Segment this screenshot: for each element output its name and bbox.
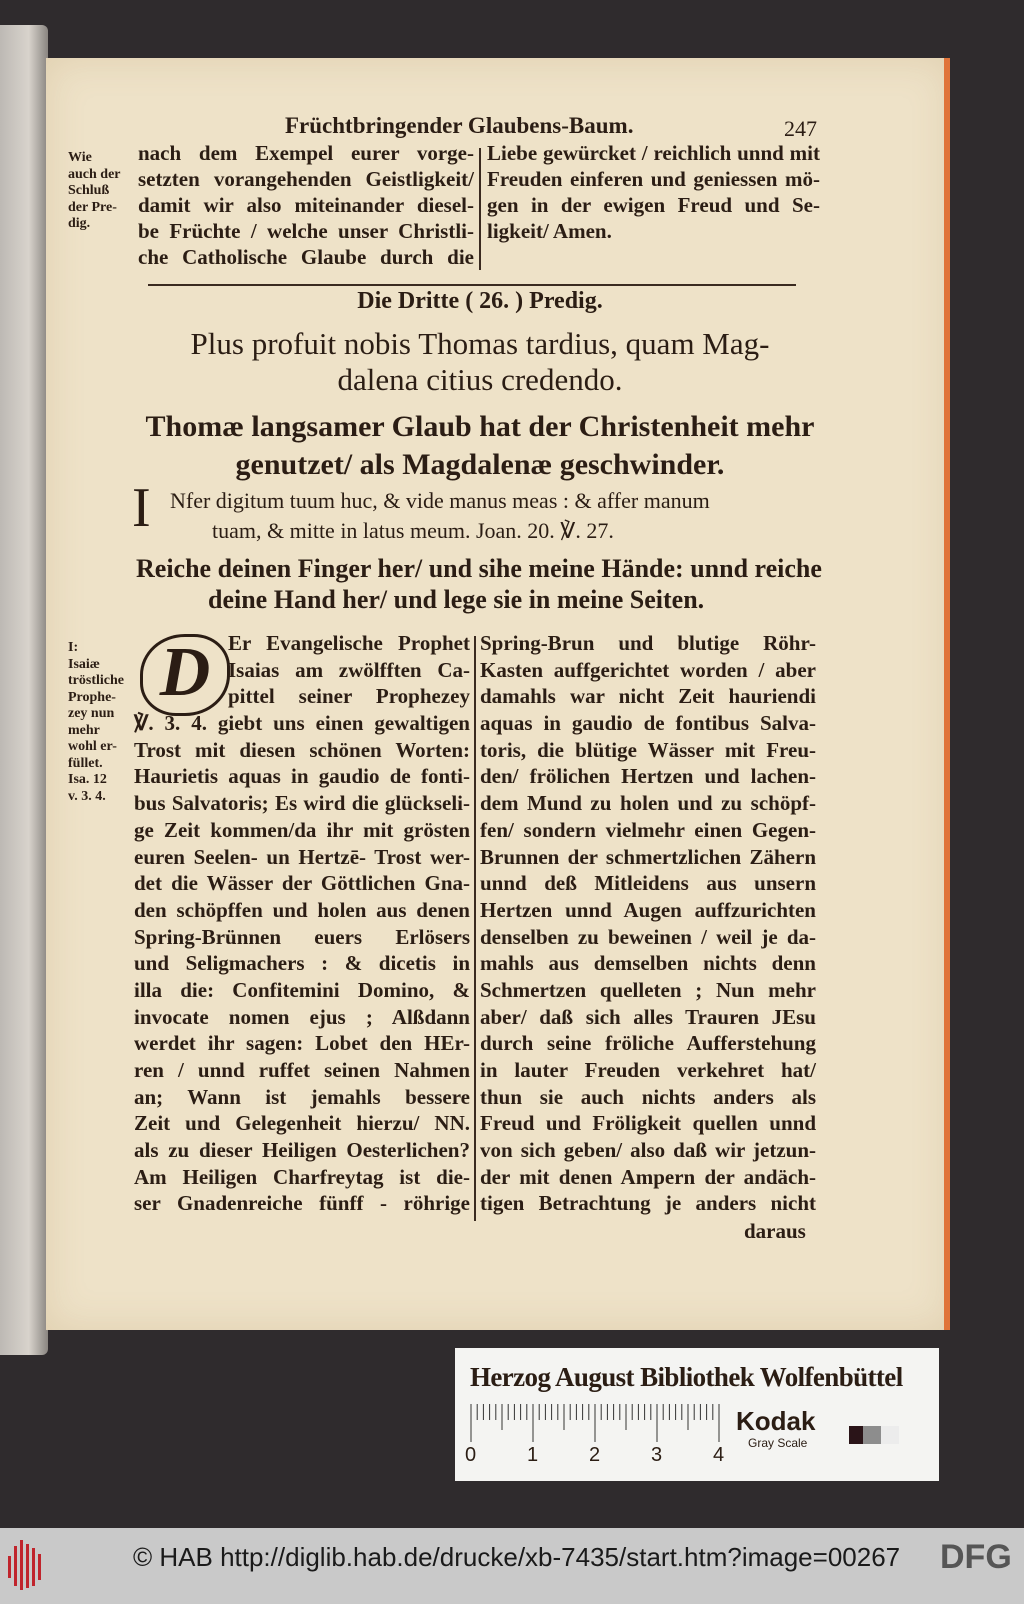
text-line: bus Salvatoris; Es wird die glückseli- bbox=[134, 791, 470, 816]
text-line: euren Seelen- un Hertzē- Trost wer- bbox=[134, 844, 470, 869]
running-title: Früchtbringender Glaubens-Baum. bbox=[285, 113, 634, 138]
text-line: dem Mund zu holen und zu schöpf- bbox=[480, 791, 816, 816]
body-right-column bbox=[480, 630, 816, 1217]
gray-patch-dark bbox=[849, 1426, 863, 1444]
text-line: pittel seiner Prophezey bbox=[228, 684, 470, 709]
margin-note-line: dig. bbox=[68, 216, 91, 231]
text-line: ligkeit/ Amen. bbox=[487, 219, 612, 243]
text-line: tigen Betrachtung je anders nicht bbox=[480, 1191, 816, 1216]
text-line: Isaias am zwölfften Ca- bbox=[228, 657, 470, 682]
text-line: Freud und Fröligkeit quellen unnd bbox=[480, 1111, 816, 1136]
margin-note-line: auch der bbox=[68, 166, 121, 182]
body-left-column bbox=[134, 630, 470, 1217]
text-line: damit wir also miteinander diesel- bbox=[138, 193, 474, 217]
text-line: gen in der ewigen Freud und Se- bbox=[487, 193, 820, 217]
text-line: setzten vorangehenden Geistligkeit/ bbox=[138, 167, 474, 191]
hab-logo-icon bbox=[6, 1538, 46, 1594]
text-line: Zeit und Gelegenheit hierzu/ NN. bbox=[134, 1111, 470, 1136]
margin-note-line: füllet. bbox=[68, 755, 103, 771]
sermon-heading: Die Dritte ( 26. ) Predig. bbox=[357, 288, 603, 314]
text-line: illa die: Confitemini Domino, & bbox=[134, 977, 470, 1002]
top-right-column bbox=[487, 140, 820, 244]
verse-initial: I bbox=[132, 477, 151, 539]
latin-title bbox=[120, 326, 840, 398]
column-divider bbox=[479, 148, 481, 270]
catchword: daraus bbox=[744, 1219, 806, 1243]
body-margin-note bbox=[68, 640, 124, 805]
text-line: aber/ daß sich alles Trauren JEsu bbox=[480, 1004, 816, 1029]
margin-note-line: zey nun bbox=[68, 706, 115, 721]
text-line: durch seine fröliche Aufferstehung bbox=[480, 1031, 816, 1056]
text-line: ren / unnd ruffet seinen Nahmen bbox=[134, 1058, 470, 1082]
text-line: Er Evangelische Prophet bbox=[228, 631, 470, 655]
text-line: che Catholische Glaube durch die bbox=[138, 245, 474, 269]
latin-title-line: Plus profuit nobis Thomas tardius, quam Mag- bbox=[190, 326, 770, 361]
ruler-number: 4 bbox=[713, 1444, 725, 1466]
gray-patch-light bbox=[881, 1426, 899, 1444]
text-line: Trost mit diesen schönen Worten: bbox=[134, 737, 470, 762]
text-line: ge Zeit kommen/da ihr mit grösten bbox=[134, 817, 470, 842]
text-line: den/ frölichen Hertzen und lachen- bbox=[480, 764, 816, 789]
text-line: nach dem Exempel eurer vorge- bbox=[138, 141, 474, 165]
german-verse bbox=[136, 553, 822, 615]
text-line: als zu dieser Heiligen Oesterlichen? bbox=[134, 1138, 470, 1163]
text-line: toris, die blütige Wässer mit Freu- bbox=[480, 737, 816, 762]
ruler-scale bbox=[467, 1404, 727, 1444]
text-line: unnd deß Mitleidens aus unsern bbox=[480, 871, 816, 896]
margin-note-line: v. 3. 4. bbox=[68, 788, 106, 804]
text-line: Am Heiligen Charfreytag ist die- bbox=[134, 1164, 470, 1189]
text-line: in lauter Freuden verkehret hat/ bbox=[480, 1058, 816, 1082]
german-title-line: genutzet/ als Magdalenæ geschwinder. bbox=[235, 448, 725, 481]
german-title-line: Thomæ langsamer Glaub hat der Christenheit mehr bbox=[145, 410, 815, 443]
text-line: Brunnen der schmertzlichen Zähern bbox=[480, 844, 816, 869]
margin-note-line: tröstliche bbox=[68, 673, 124, 688]
german-verse-line: deine Hand her/ und lege sie in meine Seiten. bbox=[208, 585, 705, 614]
library-name: Herzog August Bibliothek Wolfenbüttel bbox=[470, 1362, 903, 1392]
text-line: Kasten auffgerichtet worden / aber bbox=[480, 657, 816, 682]
text-line: Hertzen unnd Augen auffzurichten bbox=[480, 897, 816, 922]
text-line: Liebe gewürcket / reichlich unnd mit bbox=[487, 141, 820, 165]
text-line: Schmertzen quelleten ; Nun mehr bbox=[480, 977, 816, 1002]
text-line: Freuden einferen und geniessen mö- bbox=[487, 167, 820, 191]
text-line: Spring-Brun und blutige Röhr- bbox=[480, 631, 816, 655]
text-line: damahls war nicht Zeit hauriendi bbox=[480, 684, 816, 709]
text-line: ℣. 3. 4. giebt uns einen gewaltigen bbox=[134, 711, 470, 736]
text-line: und Seligmachers : & dicetis in bbox=[134, 951, 470, 976]
copyright-link[interactable]: © HAB http://diglib.hab.de/drucke/xb-7435/start.htm?image=00267 bbox=[133, 1542, 901, 1572]
german-title bbox=[120, 408, 840, 484]
column-divider bbox=[474, 636, 476, 1221]
text-line: den schöpffen und holen aus denen bbox=[134, 897, 470, 922]
previous-page-edge bbox=[0, 25, 48, 1355]
latin-verse-line: tuam, & mitte in latus meum. Joan. 20. ℣. 27. bbox=[212, 518, 614, 543]
margin-note-line: Prophe- bbox=[68, 689, 116, 705]
margin-note-line: Isaiæ bbox=[68, 656, 100, 672]
text-line: werdet ihr sagen: Lobet den HEr- bbox=[134, 1031, 470, 1056]
kodak-gray-scale: Gray Scale bbox=[748, 1436, 808, 1450]
text-line: Spring-Brünnen euers Erlösers bbox=[134, 924, 470, 949]
ruler-number: 3 bbox=[651, 1444, 663, 1466]
margin-note-line: Wie bbox=[68, 150, 92, 165]
top-margin-note bbox=[68, 150, 121, 233]
ruler-number: 1 bbox=[527, 1444, 539, 1466]
text-line: ser Gnadenreiche fünff - röhrige bbox=[134, 1191, 470, 1216]
margin-note-line: I: bbox=[68, 640, 79, 655]
text-line: invocate nomen ejus ; Alßdann bbox=[134, 1004, 470, 1029]
margin-note-line: wohl er- bbox=[68, 739, 117, 754]
text-line: be Früchte / welche unser Christli- bbox=[138, 219, 474, 243]
top-left-column bbox=[138, 140, 474, 270]
margin-note-line: Schluß bbox=[68, 183, 110, 198]
kodak-brand: Kodak bbox=[736, 1406, 816, 1436]
text-line: denselben zu beweinen / weil je da- bbox=[480, 924, 816, 949]
latin-verse-line: Nfer digitum tuum huc, & vide manus meas : & affer manum bbox=[170, 488, 710, 513]
margin-note-line: der Pre- bbox=[68, 199, 117, 215]
section-rule bbox=[148, 284, 796, 286]
text-line: der mit denen Ampern der andäch- bbox=[480, 1164, 816, 1189]
latin-title-line: dalena citius credendo. bbox=[337, 362, 623, 397]
text-line: thun sie auch nichts anders als bbox=[480, 1084, 816, 1109]
margin-note-line: Isa. 12 bbox=[68, 772, 107, 787]
scan-color-label bbox=[455, 1348, 939, 1481]
ruler-number: 2 bbox=[589, 1444, 601, 1466]
text-line: an; Wann ist jemahls bessere bbox=[134, 1084, 470, 1109]
dfg-logo: DFG bbox=[940, 1538, 1012, 1576]
text-line: von sich geben/ also daß wir jetzun- bbox=[480, 1138, 816, 1163]
gray-patch-mid bbox=[863, 1426, 881, 1444]
text-line: aquas in gaudio de fontibus Salva- bbox=[480, 711, 816, 736]
text-line: mahls aus demselben nichts denn bbox=[480, 951, 816, 976]
text-line: Haurietis aquas in gaudio de fonti- bbox=[134, 764, 470, 789]
page-number: 247 bbox=[784, 116, 817, 141]
german-verse-line: Reiche deinen Finger her/ und sihe meine Hände: unnd reiche bbox=[136, 554, 822, 583]
decorated-initial: D bbox=[140, 634, 230, 716]
text-line: fen/ sondern vielmehr einen Gegen- bbox=[480, 817, 816, 842]
text-line: det die Wässer der Göttlichen Gna- bbox=[134, 871, 470, 896]
latin-verse bbox=[170, 486, 710, 546]
margin-note-line: mehr bbox=[68, 722, 100, 738]
ruler-number: 0 bbox=[465, 1444, 477, 1466]
footer-bar bbox=[0, 1528, 1024, 1604]
